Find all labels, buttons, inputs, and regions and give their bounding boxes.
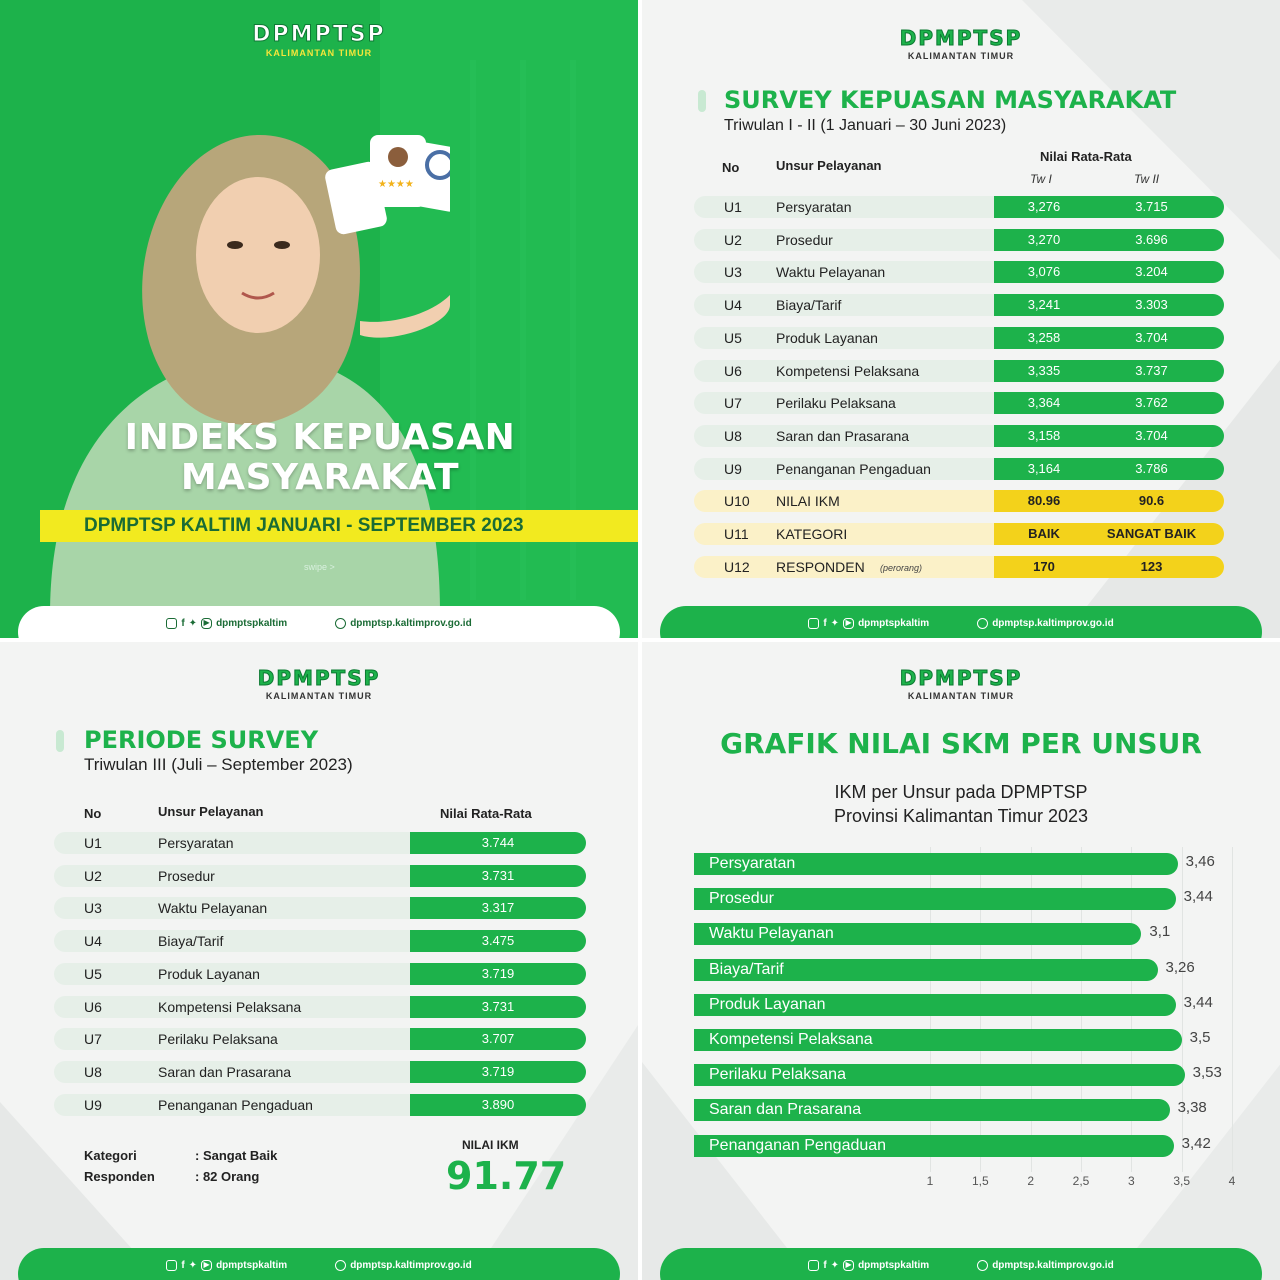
chart-subtitle: [642, 780, 1280, 828]
logo-subtitle: KALIMANTAN TIMUR: [265, 48, 373, 58]
bar-value-label: 3,46: [1185, 853, 1215, 870]
row-number: U12: [724, 558, 750, 575]
facebook-icon[interactable]: f: [181, 1260, 185, 1271]
cover-title-line1: INDEKS KEPUASAN: [124, 417, 516, 458]
tw2-value: 3.786: [1135, 460, 1168, 476]
row-unsur: Penanganan Pengaduan: [158, 1096, 313, 1113]
footer: [660, 606, 1262, 638]
row-unsur: Kompetensi Pelaksana: [776, 362, 920, 379]
table-row: [694, 196, 1224, 218]
period-banner: DPMPTSP KALTIM JANUARI - SEPTEMBER 2023: [40, 510, 638, 542]
row-number: U4: [84, 933, 102, 950]
row-unsur: Waktu Pelayanan: [158, 900, 268, 917]
row-number: U10: [724, 493, 750, 510]
col-nilai: Nilai Rata-Rata: [440, 806, 532, 821]
page-subtitle: Triwulan III (Juli – September 2023): [84, 755, 353, 774]
tw2-value: 3.704: [1135, 427, 1168, 443]
row-unsur: Biaya/Tarif: [776, 297, 842, 314]
x-tick-label: 3: [1127, 1174, 1135, 1188]
logo-name: DPMPTSP: [257, 666, 381, 690]
youtube-icon[interactable]: ▶: [201, 1260, 212, 1271]
facebook-icon[interactable]: f: [823, 1260, 827, 1271]
col-tw1: Tw I: [1030, 172, 1052, 186]
x-tick-label: 3,5: [1173, 1174, 1190, 1188]
tw2-value: 3.704: [1135, 329, 1168, 345]
gridline: [1182, 847, 1183, 1172]
table-row: [694, 294, 1224, 316]
youtube-icon[interactable]: ▶: [843, 1260, 854, 1271]
tw1-value: 3,335: [1027, 362, 1061, 378]
globe-icon: [977, 1260, 988, 1271]
logo-subtitle: KALIMANTAN TIMUR: [907, 51, 1015, 61]
nilai-value: 3.744: [481, 835, 515, 850]
table-row: [54, 1094, 586, 1116]
table-row: [694, 327, 1224, 349]
col-no: No: [84, 806, 102, 821]
social-handle[interactable]: dpmptspkaltim: [216, 1260, 288, 1271]
table-row: [54, 996, 586, 1018]
nilai-value: 3.475: [481, 933, 515, 949]
bar-category-label: Persyaratan: [709, 855, 796, 872]
twitter-icon[interactable]: ✦: [830, 1260, 840, 1271]
table-row: [694, 425, 1224, 447]
tw2-value: 90.6: [1138, 493, 1165, 509]
tw1-value: BAIK: [1028, 526, 1060, 541]
row-unsur: Produk Layanan: [158, 965, 260, 982]
row-number: U5: [84, 965, 102, 982]
bar-value-label: 3,26: [1165, 958, 1195, 976]
row-unsur: Prosedur: [776, 231, 833, 248]
row-unsur: Persyaratan: [158, 835, 234, 851]
website-group[interactable]: [335, 1260, 471, 1271]
row-unsur: Perilaku Pelaksana: [776, 395, 896, 412]
cover-title-line2: MASYARAKAT: [180, 457, 460, 498]
bar-value-label: 3,42: [1181, 1134, 1211, 1152]
logo-subtitle: KALIMANTAN TIMUR: [265, 691, 373, 701]
kategori-label: Kategori: [84, 1148, 137, 1163]
bar-category-label: Perilaku Pelaksana: [709, 1066, 846, 1084]
row-unsur: NILAI IKM: [776, 493, 840, 510]
youtube-icon[interactable]: ▶: [201, 618, 212, 629]
row-unsur: KATEGORI: [776, 526, 848, 542]
nilai-value: 3.890: [481, 1096, 515, 1112]
chart-panel: [642, 642, 1280, 1280]
kategori-value: : Sangat Baik: [195, 1148, 278, 1163]
col-unsur: Unsur Pelayanan: [158, 804, 264, 819]
row-unsur: Biaya/Tarif: [158, 933, 224, 950]
nilai-value: 3.719: [481, 1063, 515, 1079]
row-number: U11: [724, 526, 749, 542]
summary-row: [694, 556, 1224, 578]
row-number: U3: [84, 900, 102, 917]
bar-value-label: 3,53: [1192, 1064, 1222, 1082]
page-subtitle: Triwulan I - II (1 Januari – 30 Juni 2023): [724, 117, 1007, 134]
nilai-value: 3.707: [481, 1031, 515, 1047]
x-tick-label: 2: [1027, 1174, 1034, 1188]
chart-subtitle-line1: IKM per Unsur pada DPMPTSP: [834, 782, 1088, 802]
row-number: U7: [84, 1031, 102, 1048]
col-nilai: Nilai Rata-Rata: [1040, 149, 1132, 164]
swipe-hint[interactable]: swipe >: [304, 562, 335, 572]
bar-category-label: Saran dan Prasarana: [709, 1101, 862, 1119]
col-unsur: Unsur Pelayanan: [776, 158, 882, 173]
row-number: U1: [724, 199, 742, 215]
row-number: U9: [84, 1096, 102, 1113]
tw1-value: 3,270: [1027, 231, 1061, 247]
row-number: U3: [724, 264, 742, 281]
row-unsur: Prosedur: [158, 867, 215, 884]
row-unsur: RESPONDEN: [776, 558, 865, 575]
responden-label: Responden: [84, 1169, 155, 1184]
twitter-icon[interactable]: ✦: [188, 1260, 198, 1271]
logo-name: DPMPTSP: [899, 26, 1023, 50]
logo-subtitle: KALIMANTAN TIMUR: [907, 691, 1015, 701]
tw1-value: 3,241: [1027, 297, 1061, 313]
nilai-value: 3.731: [481, 998, 515, 1014]
footer: [18, 1248, 620, 1280]
website-group[interactable]: [977, 618, 1113, 629]
tw2-value: 3.204: [1135, 264, 1168, 280]
cover-title: [60, 418, 580, 498]
bar-category-label: Biaya/Tarif: [709, 960, 784, 978]
logo: [642, 666, 1280, 701]
tw1-value: 170: [1033, 558, 1055, 574]
row-number: U1: [84, 835, 102, 851]
instagram-icon[interactable]: [808, 1260, 819, 1271]
footer: [18, 606, 620, 638]
tw2-value: 123: [1140, 558, 1163, 574]
cover-panel: [0, 0, 638, 638]
tw2-value: 3.762: [1135, 395, 1168, 411]
globe-icon: [335, 618, 346, 629]
row-number: U4: [724, 297, 742, 314]
tw2-value: SANGAT BAIK: [1106, 526, 1197, 541]
website-link[interactable]: dpmptsp.kaltimprov.go.id: [992, 1260, 1114, 1271]
table-row: [54, 897, 586, 919]
x-tick-label: 2,5: [1072, 1174, 1090, 1188]
instagram-icon[interactable]: [166, 618, 177, 629]
x-tick-label: 4: [1228, 1174, 1236, 1188]
bar-category-label: Prosedur: [709, 890, 774, 908]
summary-row: [694, 490, 1224, 512]
bar-category-label: Penanganan Pengaduan: [709, 1136, 887, 1154]
table-row: [694, 360, 1224, 382]
tw2-value: 3.303: [1135, 297, 1168, 313]
table-row: [54, 930, 586, 952]
logo: [0, 22, 638, 58]
table-row: [54, 832, 586, 854]
responden-value: : 82 Orang: [195, 1169, 260, 1184]
row-unsur: Waktu Pelayanan: [776, 264, 886, 281]
nilai-value: 3.731: [481, 867, 515, 883]
facebook-icon[interactable]: f: [181, 618, 185, 629]
social-group[interactable]: [808, 618, 929, 629]
x-tick-label: 1: [926, 1174, 934, 1188]
table-row: [694, 261, 1224, 283]
x-tick-label: 1,5: [971, 1174, 989, 1188]
row-unsur: Produk Layanan: [776, 329, 878, 346]
social-group[interactable]: [808, 1260, 929, 1271]
chart-title: GRAFIK NILAI SKM PER UNSUR: [720, 727, 1202, 760]
website-group[interactable]: [977, 1260, 1113, 1271]
col-no: No: [722, 160, 740, 175]
nilai-value: 3.317: [481, 900, 515, 916]
social-group[interactable]: [166, 618, 287, 629]
survey-tw3-panel: [0, 642, 638, 1280]
section-marker: [56, 730, 64, 752]
bar-value-label: 3,1: [1149, 923, 1171, 941]
bar-value-label: 3,38: [1177, 1099, 1207, 1117]
section-marker: [698, 90, 706, 112]
row-unsur: Saran dan Prasarana: [158, 1063, 292, 1080]
website-link[interactable]: dpmptsp.kaltimprov.go.id: [992, 618, 1114, 629]
col-tw2: Tw II: [1134, 172, 1160, 186]
tw1-value: 3,276: [1027, 199, 1061, 214]
row-number: U7: [724, 395, 742, 412]
row-note: (perorang): [880, 562, 923, 573]
bar-value-label: 3,5: [1189, 1029, 1211, 1046]
twitter-icon[interactable]: ✦: [830, 618, 840, 629]
logo-name: DPMPTSP: [252, 22, 386, 47]
tw1-value: 80.96: [1027, 493, 1061, 509]
globe-icon: [977, 618, 988, 629]
table-row: [54, 1028, 586, 1050]
page-title: PERIODE SURVEY: [84, 726, 319, 754]
ikm-label: NILAI IKM: [462, 1138, 519, 1152]
survey-tw12-panel: [642, 0, 1280, 638]
bar-category-label: Kompetensi Pelaksana: [709, 1031, 873, 1048]
row-unsur: Saran dan Prasarana: [776, 427, 910, 444]
website-link[interactable]: dpmptsp.kaltimprov.go.id: [350, 1260, 472, 1271]
tw2-value: 3.715: [1135, 199, 1168, 214]
tw2-value: 3.737: [1135, 362, 1168, 378]
social-handle[interactable]: dpmptspkaltim: [858, 1260, 930, 1271]
website-group[interactable]: [335, 618, 471, 629]
row-number: U8: [724, 427, 742, 444]
tw1-value: 3,076: [1027, 264, 1061, 280]
tw1-value: 3,258: [1027, 329, 1061, 345]
page-title: SURVEY KEPUASAN MASYARAKAT: [724, 86, 1177, 114]
row-unsur: Penanganan Pengaduan: [776, 460, 931, 477]
row-number: U5: [724, 329, 742, 346]
row-number: U2: [84, 867, 102, 884]
row-unsur: Kompetensi Pelaksana: [158, 998, 302, 1015]
svg-text:★★★★: ★★★★: [378, 179, 414, 190]
row-number: U8: [84, 1063, 102, 1080]
facebook-icon[interactable]: f: [823, 618, 827, 629]
gridline: [1232, 847, 1233, 1172]
social-handle[interactable]: dpmptspkaltim: [216, 618, 288, 629]
row-unsur: Persyaratan: [776, 199, 852, 215]
table-row: [694, 458, 1224, 480]
instagram-icon[interactable]: [166, 1260, 177, 1271]
chart-subtitle-line2: Provinsi Kalimantan Timur 2023: [833, 806, 1089, 826]
table-row: [694, 229, 1224, 251]
twitter-icon[interactable]: ✦: [188, 618, 198, 629]
table-row: [54, 865, 586, 887]
row-number: U2: [724, 231, 742, 248]
summary-row: [694, 523, 1224, 545]
instagram-icon[interactable]: [808, 618, 819, 629]
row-number: U6: [84, 998, 102, 1015]
tw1-value: 3,164: [1027, 460, 1061, 476]
bar-value-label: 3,44: [1183, 888, 1213, 906]
footer: [660, 1248, 1262, 1280]
ikm-value: 91.77: [446, 1154, 567, 1198]
tw1-value: 3,158: [1027, 427, 1061, 443]
table-row: [694, 392, 1224, 414]
bar-category-label: Waktu Pelayanan: [709, 925, 834, 943]
table-row: [54, 963, 586, 985]
logo-name: DPMPTSP: [899, 666, 1023, 690]
tw2-value: 3.696: [1135, 231, 1168, 247]
bar-category-label: Produk Layanan: [709, 995, 826, 1013]
row-unsur: Perilaku Pelaksana: [158, 1031, 278, 1048]
bar-value-label: 3,44: [1183, 993, 1213, 1011]
logo: [642, 26, 1280, 61]
row-number: U6: [724, 362, 742, 379]
table-row: [54, 1061, 586, 1083]
youtube-icon[interactable]: ▶: [843, 618, 854, 629]
tw1-value: 3,364: [1027, 395, 1061, 411]
row-number: U9: [724, 460, 742, 477]
logo: [0, 666, 638, 701]
social-handle[interactable]: dpmptspkaltim: [858, 618, 930, 629]
globe-icon: [335, 1260, 346, 1271]
nilai-value: 3.719: [481, 965, 515, 981]
social-group[interactable]: [166, 1260, 287, 1271]
website-link[interactable]: dpmptsp.kaltimprov.go.id: [350, 618, 472, 629]
